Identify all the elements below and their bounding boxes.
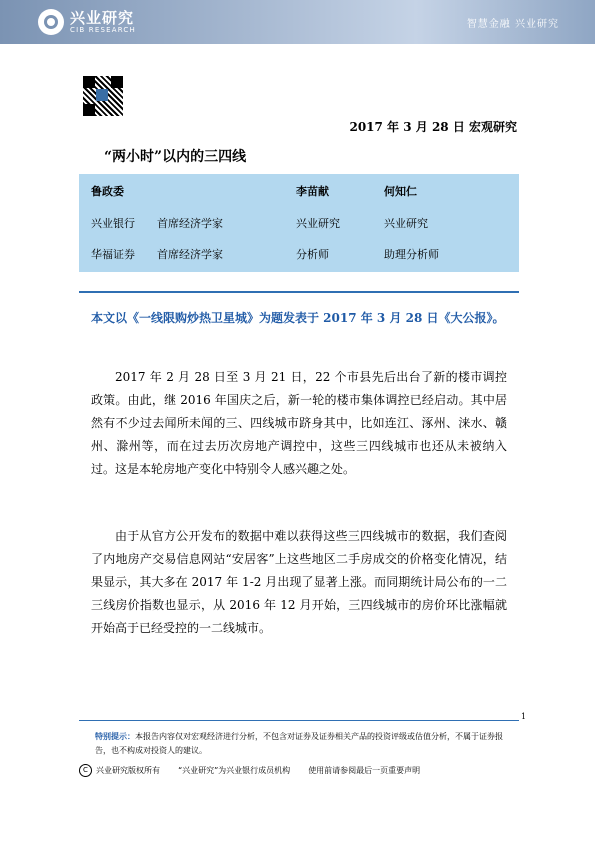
analyst-1-org-2: 华福证券	[91, 248, 135, 261]
disclaimer-label: 特别提示：	[95, 731, 135, 741]
disclaimer-text: 本报告内容仅对宏观经济进行分析，不包含对证券及证券相关产品的投资评级或估值分析，不属于证券报告，也不构成对投资人的建议。	[95, 732, 503, 755]
copyright-text-1: 兴业研究版权所有	[96, 765, 160, 775]
analyst-2-name: 李苗献	[296, 185, 329, 198]
body-paragraph-2: 由于从官方公开发布的数据中难以获得这些三四线城市的数据，我们查阅了内地房产交易信息网站“安居客”上这些地区二手房成交的价格变化情况，结果显示，其大多在 2017 年 1-2 月出现了显著上涨。而同期统计局公布的一二三线房价指数也显示，从 2016 年 12 月开始，三四线城市的房价环比涨幅就开始高于已经受控的一二线城市。	[91, 529, 507, 635]
analyst-1-role-2: 首席经济学家	[157, 248, 223, 261]
copyright-text-2: “兴业研究”为兴业银行成员机构	[178, 765, 291, 775]
copyright-icon: C	[79, 764, 92, 777]
analyst-1-role-1: 首席经济学家	[157, 217, 223, 230]
copyright-row	[79, 763, 519, 777]
analyst-1-org-1: 兴业银行	[91, 217, 135, 230]
logo-en-text: CIB RESEARCH	[70, 25, 136, 34]
analyst-3-name: 何知仁	[384, 185, 417, 198]
analyst-3-role: 助理分析师	[384, 248, 439, 261]
qr-code-logo	[96, 89, 108, 101]
analyst-1-name: 鲁政委	[91, 185, 124, 198]
analyst-2-org: 兴业研究	[296, 217, 340, 230]
footer-divider	[79, 720, 519, 721]
section-divider	[79, 291, 519, 293]
page-number: 1	[521, 712, 527, 721]
publication-note: 本文以《一线限购炒热卫星城》为题发表于 2017 年 3 月 28 日《大公报》。	[91, 311, 505, 325]
body-paragraph-1: 2017 年 2 月 28 日至 3 月 21 日，22 个市县先后出台了新的楼市调控政策。由此，继 2016 年国庆之后，新一轮的楼市集体调控已经启动。其中居然有不少过去闻所未闻的三、四线城市跻身其中，比如连江、涿州、涞水、赣州、滁州等，而在过去历次房地产调控中，这些三四线城市也还从未被纳入过。这是本轮房地产变化中特别令人感兴趣之处。	[91, 370, 507, 476]
header-slogan: 智慧金融 兴业研究	[466, 19, 559, 30]
copyright-text-3: 使用前请参阅最后一页重要声明	[308, 765, 421, 775]
analyst-info-box	[79, 174, 519, 272]
logo-cn-text: 兴业研究	[70, 8, 135, 27]
report-title: “两小时”以内的三四线	[104, 149, 247, 165]
cib-research-logo[interactable]	[38, 6, 136, 38]
report-date-line: 2017 年 3 月 28 日 宏观研究	[349, 120, 517, 134]
logo-icon	[38, 9, 64, 35]
disclaimer	[95, 729, 515, 758]
analyst-3-org: 兴业研究	[384, 217, 428, 230]
header-bar	[0, 0, 595, 44]
analyst-2-role: 分析师	[296, 248, 329, 261]
